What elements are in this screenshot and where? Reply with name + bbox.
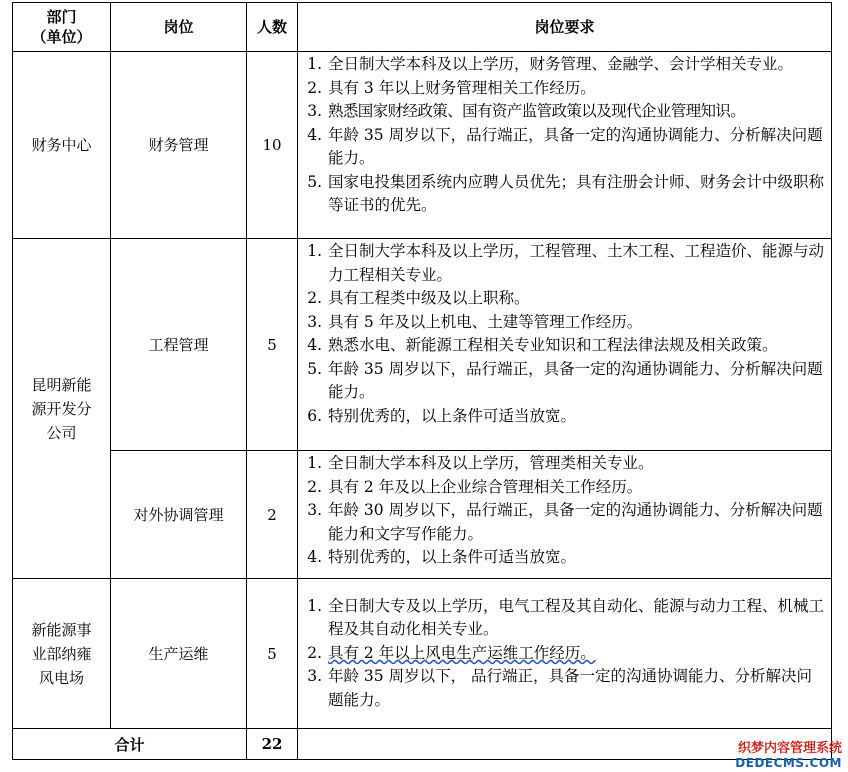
requirement-text: 熟悉水电、新能源工程相关专业知识和工程法律法规及相关政策。 xyxy=(328,336,778,354)
requirements-cell xyxy=(298,451,832,579)
list-item: 1. 全日制大学本科及以上学历，财务管理、金融学、会计学相关专业。 xyxy=(307,55,794,73)
total-label: 合计 xyxy=(13,729,247,760)
watermark xyxy=(735,741,842,770)
requirement-text: 年龄 35 周岁以下， 品行端正，具备一定的沟通协调能力、分析解决问题能力。 xyxy=(328,667,813,709)
watermark-line1: 织梦内容管理系统 xyxy=(737,741,842,756)
requirement-text: 特别优秀的，以上条件可适当放宽。 xyxy=(328,548,577,566)
header-dept-line1: 部门 xyxy=(46,8,77,26)
requirements-list xyxy=(300,595,825,713)
requirements-cell xyxy=(298,239,832,451)
list-item: 1. 全日制大专及以上学历，电气工程及其自动化、能源与动力工程、机械工程及其自动化相关专业。 xyxy=(307,596,825,639)
list-item: 5. 年龄 35 周岁以下，品行端正，具备一定的沟通协调能力、分析解决问题能力。 xyxy=(307,359,823,401)
list-item: 4. 特别优秀的，以上条件可适当放宽。 xyxy=(307,548,577,566)
requirement-text: 具有工程类中级及以上职称。 xyxy=(328,289,530,307)
list-item: 1. 全日制大学本科及以上学历，工程管理、土木工程、工程造价、能源与动力工程相关专业。 xyxy=(307,242,825,284)
dept-cell xyxy=(13,579,111,729)
dept-cell xyxy=(13,52,111,239)
header-count: 人数 xyxy=(247,3,298,52)
requirement-text: 年龄 35 周岁以下，品行端正，具备一定的沟通协调能力、分析解决问题能力。 xyxy=(328,359,823,401)
list-item: 3. 熟悉国家财经政策、国有资产监管政策以及现代企业管理知识。 xyxy=(307,102,746,120)
requirements-list xyxy=(300,53,825,218)
list-item: 3. 年龄 35 周岁以下， 品行端正，具备一定的沟通协调能力、分析解决问题能力。 xyxy=(307,667,813,709)
position-cell: 工程管理 xyxy=(111,239,247,451)
dept-cell xyxy=(13,239,111,579)
table-row xyxy=(13,579,832,729)
requirements-cell xyxy=(298,52,832,239)
watermark-line2: DEDECMS.COM xyxy=(735,756,842,770)
requirement-text: 具有 5 年及以上机电、土建等管理工作经历。 xyxy=(328,312,643,331)
total-count: 22 xyxy=(247,729,298,760)
list-item: 2. 具有 2 年及以上企业综合管理相关工作经历。 xyxy=(307,477,643,496)
requirement-text: 具有 2 年以上风电生产运维工作经历。 xyxy=(328,643,596,662)
list-item: 1. 全日制大学本科及以上学历，管理类相关专业。 xyxy=(307,454,654,472)
list-item: 5. 国家电投集团系统内应聘人员优先；具有注册会计师、财务会计中级职称等证书的优先。 xyxy=(307,172,825,214)
table-row xyxy=(13,52,832,239)
requirement-text: 具有 2 年及以上企业综合管理相关工作经历。 xyxy=(328,477,643,496)
list-item: 6. 特别优秀的，以上条件可适当放宽。 xyxy=(307,406,577,425)
requirement-text: 具有 3 年以上财务管理相关工作经历。 xyxy=(328,78,596,97)
recruitment-table xyxy=(12,2,832,760)
header-row xyxy=(13,3,832,52)
list-item: 2. 具有 3 年以上财务管理相关工作经历。 xyxy=(307,78,596,97)
position-cell: 财务管理 xyxy=(111,52,247,239)
list-item: 3. 年龄 30 周岁以下，品行端正，具备一定的沟通协调能力、分析解决问题能力和文字写作能力。 xyxy=(307,501,823,543)
total-row xyxy=(13,729,832,760)
dept-name: 新能源事业部纳雍风电场 xyxy=(31,620,92,687)
position-cell: 对外协调管理 xyxy=(111,451,247,579)
list-item: 3. 具有 5 年及以上机电、土建等管理工作经历。 xyxy=(307,312,643,331)
requirements-list xyxy=(300,240,825,428)
list-item: 4. 熟悉水电、新能源工程相关专业知识和工程法律法规及相关政策。 xyxy=(307,336,778,354)
position-cell: 生产运维 xyxy=(111,579,247,729)
requirement-text: 全日制大学本科及以上学历，工程管理、土木工程、工程造价、能源与动力工程相关专业。 xyxy=(328,242,825,284)
requirement-text: 特别优秀的，以上条件可适当放宽。 xyxy=(328,406,577,425)
requirement-text: 全日制大学本科及以上学历，财务管理、金融学、会计学相关专业。 xyxy=(328,55,794,73)
requirement-text: 国家电投集团系统内应聘人员优先；具有注册会计师、财务会计中级职称等证书的优先。 xyxy=(328,172,825,214)
header-dept xyxy=(13,3,111,52)
table-row xyxy=(13,239,832,451)
header-position: 岗位 xyxy=(111,3,247,52)
dept-name: 财务中心 xyxy=(31,136,92,154)
list-item: 2. 具有 2 年以上风电生产运维工作经历。 xyxy=(307,643,596,662)
requirement-text: 全日制大专及以上学历，电气工程及其自动化、能源与动力工程、机械工程及其自动化相关专业。 xyxy=(328,596,825,639)
dept-name: 昆明新能源开发分公司 xyxy=(31,375,92,442)
requirement-text: 熟悉国家财经政策、国有资产监管政策以及现代企业管理知识。 xyxy=(328,102,746,120)
requirement-text: 年龄 35 周岁以下，品行端正，具备一定的沟通协调能力、分析解决问题能力。 xyxy=(328,125,823,167)
count-cell: 10 xyxy=(247,52,298,239)
header-dept-line2: （单位） xyxy=(31,28,92,46)
list-item: 2. 具有工程类中级及以上职称。 xyxy=(307,289,530,307)
count-cell: 5 xyxy=(247,579,298,729)
count-cell: 5 xyxy=(247,239,298,451)
header-requirements: 岗位要求 xyxy=(298,3,832,52)
count-cell: 2 xyxy=(247,451,298,579)
table-row xyxy=(13,451,832,579)
requirement-text: 年龄 30 周岁以下，品行端正，具备一定的沟通协调能力、分析解决问题能力和文字写作能力。 xyxy=(328,501,823,543)
requirement-text: 全日制大学本科及以上学历，管理类相关专业。 xyxy=(328,454,654,472)
list-item: 4. 年龄 35 周岁以下，品行端正，具备一定的沟通协调能力、分析解决问题能力。 xyxy=(307,125,823,167)
requirements-cell xyxy=(298,579,832,729)
requirements-list xyxy=(300,452,825,570)
